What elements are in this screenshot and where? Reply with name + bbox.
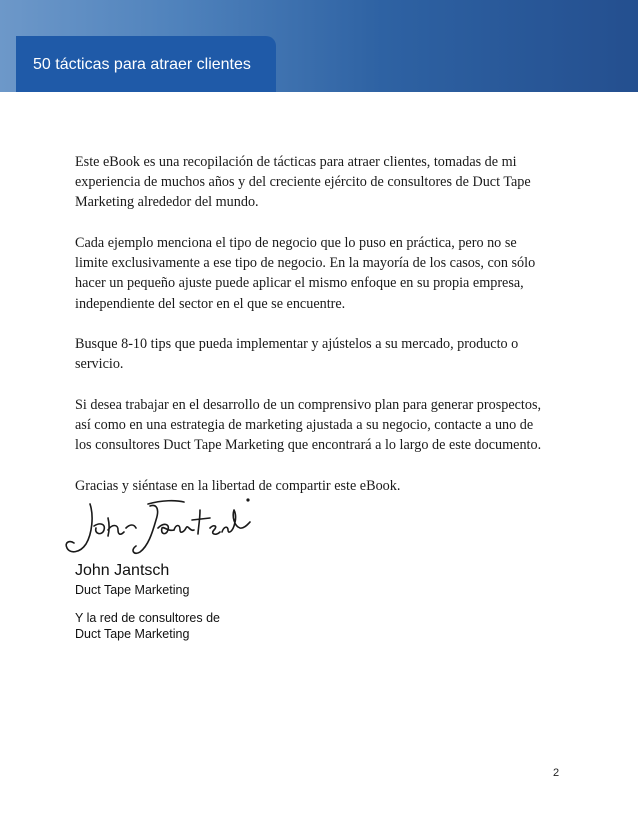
body-text <box>75 152 575 517</box>
text-line: servicio. <box>75 356 124 373</box>
handwritten-signature <box>64 496 254 558</box>
page-title: 50 tácticas para atraer clientes <box>33 56 251 73</box>
paragraph-thanks <box>75 476 575 496</box>
text-line: Busque 8-10 tips que pueda implementar y ajústelos a su mercado, producto o <box>75 336 519 353</box>
text-line: limite exclusivamente a ese tipo de negocio. En la mayoría de los casos, con sólo <box>75 255 536 272</box>
page-number: 2 <box>553 767 560 779</box>
text-line: Marketing alrededor del mundo. <box>75 194 259 211</box>
text-line: experiencia de muchos años y del creciente ejército de consultores de Duct Tape <box>75 174 531 191</box>
text-line: Gracias y siéntase en la libertad de compartir este eBook. <box>75 478 401 494</box>
text-line: independiente del sector en el que se encuentre. <box>75 295 346 312</box>
author-company: Duct Tape Marketing <box>75 583 190 597</box>
paragraph-examples <box>75 233 575 314</box>
text-line: así como en una estrategia de marketing ajustada a su negocio, contacte a uno de <box>75 417 534 434</box>
paragraph-intro <box>75 152 575 213</box>
text-line: los consultores Duct Tape Marketing que encontrará a lo largo de este documento. <box>75 437 542 454</box>
author-name: John Jantsch <box>75 562 170 579</box>
paragraph-tips <box>75 334 575 374</box>
network-line-2: Duct Tape Marketing <box>75 627 190 641</box>
text-line: hacer un pequeño ajuste puede aplicar el mismo enfoque en su propia empresa, <box>75 275 524 292</box>
text-line: Este eBook es una recopilación de tácticas para atraer clientes, tomadas de mi <box>75 154 517 170</box>
signature-block <box>75 560 220 642</box>
text-line: Cada ejemplo menciona el tipo de negocio que lo puso en práctica, pero no se <box>75 235 517 251</box>
network-line-1: Y la red de consultores de <box>75 611 221 625</box>
text-line: Si desea trabajar en el desarrollo de un comprensivo plan para generar prospectos, <box>75 397 542 413</box>
paragraph-contact <box>75 395 575 456</box>
